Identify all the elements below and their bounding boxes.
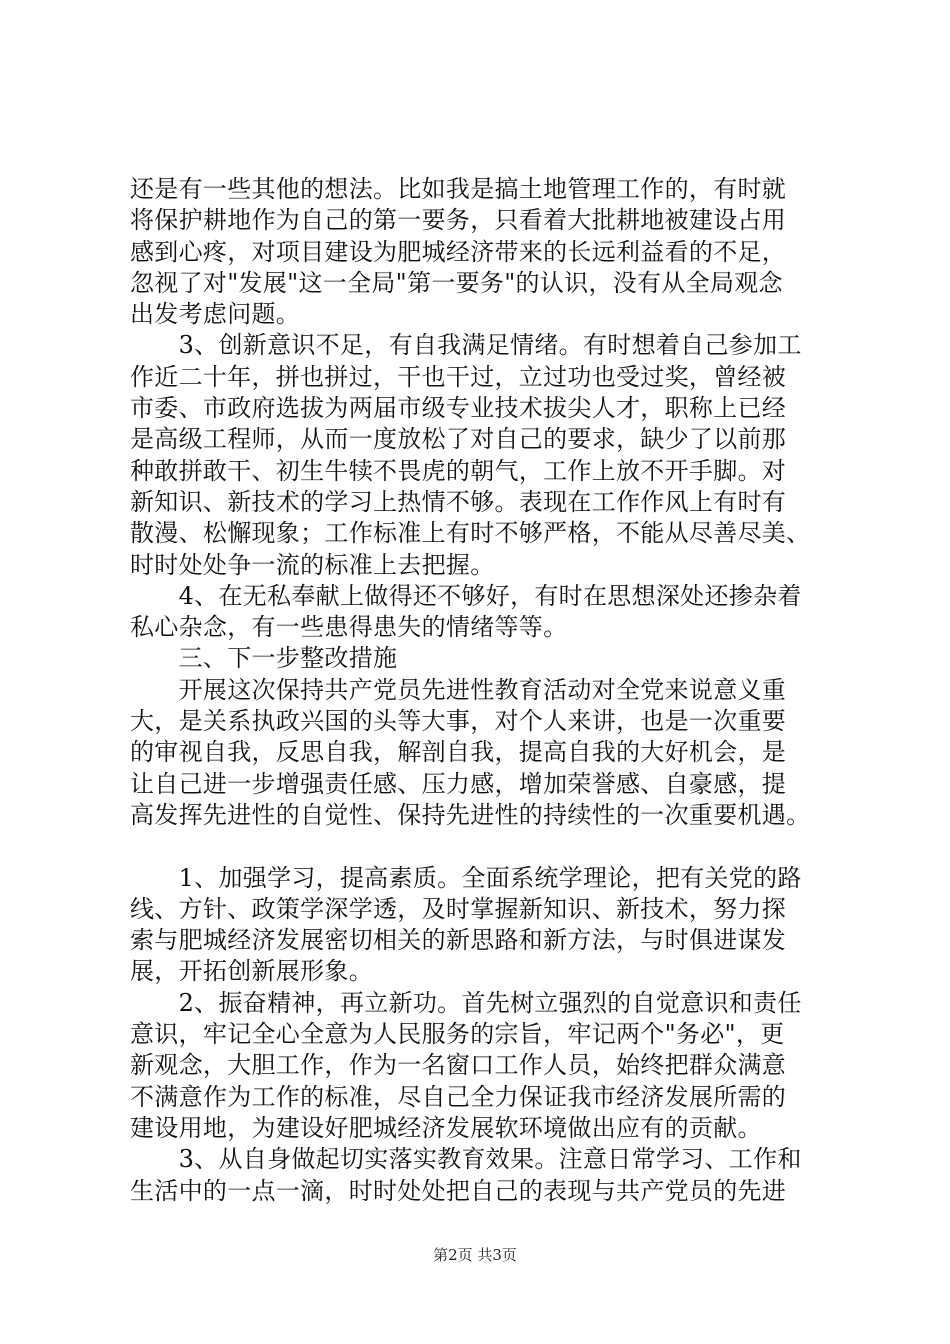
text-line: 不满意作为工作的标准，尽自己全力保证我市经济发展所需的 <box>130 1082 787 1111</box>
text-line: 新知识、新技术的学习上热情不够。表现在工作作风上有时有 <box>130 487 787 516</box>
text-line: 4、在无私奉献上做得还不够好，有时在思想深处还掺杂着 <box>130 581 802 610</box>
text-line: 市委、市政府选拔为两届市级专业技术拔尖人才，职称上已经 <box>130 394 787 423</box>
text-line: 3、创新意识不足，有自我满足情绪。有时想着自己参加工 <box>130 331 802 360</box>
text-line: 散漫、松懈现象；工作标准上有时不够严格，不能从尽善尽美、 <box>130 519 811 548</box>
text-line: 2、振奋精神，再立新功。首先树立强烈的自觉意识和责任 <box>130 988 802 1017</box>
text-line: 时时处处争一流的标准上去把握。 <box>130 550 495 579</box>
text-line: 高发挥先进性的自觉性、保持先进性的持续性的一次重要机遇。 <box>130 800 811 829</box>
text-line: 索与肥城经济发展密切相关的新思路和新方法，与时俱进谋发 <box>130 926 787 955</box>
text-line: 大，是关系执政兴国的头等大事，对个人来讲，也是一次重要 <box>130 707 787 736</box>
text-line: 展，开拓创新展形象。 <box>130 957 373 986</box>
text-line: 种敢拼敢干、初生牛犊不畏虎的朝气，工作上放不开手脚。对 <box>130 456 787 485</box>
text-line: 意识，牢记全心全意为人民服务的宗旨，牢记两个"务必"，更 <box>130 1020 785 1049</box>
text-line: 私心杂念，有一些患得患失的情绪等等。 <box>130 613 568 642</box>
section-heading: 三、下一步整改措施 <box>130 644 398 673</box>
text-line: 新观念，大胆工作，作为一名窗口工作人员，始终把群众满意 <box>130 1051 787 1080</box>
text-line: 还是有一些其他的想法。比如我是搞土地管理工作的，有时就 <box>130 175 787 203</box>
text-line: 建设用地，为建设好肥城经济发展软环境做出应有的贡献。 <box>130 1113 762 1142</box>
text-line: 将保护耕地作为自己的第一要务，只看着大批耕地被建设占用 <box>130 206 787 235</box>
blank-line <box>130 831 830 862</box>
page-number-label: 第2页 共3页 <box>433 1246 517 1264</box>
text-line: 开展这次保持共产党员先进性教育活动对全党来说意义重 <box>130 675 787 704</box>
text-line: 作近二十年，拼也拼过，干也干过，立过功也受过奖，曾经被 <box>130 362 787 391</box>
text-line: 1、加强学习，提高素质。全面系统学理论，把有关党的路 <box>130 863 802 892</box>
text-line: 的审视自我，反思自我，解剖自我，提高自我的大好机会，是 <box>130 738 787 767</box>
document-body <box>130 174 830 1207</box>
page-footer <box>0 1244 950 1265</box>
text-line: 忽视了对"发展"这一全局"第一要务"的认识，没有从全局观念 <box>130 268 783 297</box>
text-line: 出发考虑问题。 <box>130 300 301 329</box>
text-line: 是高级工程师，从而一度放松了对自己的要求，缺少了以前那 <box>130 425 787 454</box>
text-line: 让自己进一步增强责任感、压力感，增加荣誉感、自豪感，提 <box>130 769 787 798</box>
text-line: 感到心疼，对项目建设为肥城经济带来的长远利益看的不足， <box>130 237 787 266</box>
text-line: 3、从自身做起切实落实教育效果。注意日常学习、工作和 <box>130 1145 802 1174</box>
text-line: 生活中的一点一滴，时时处处把自己的表现与共产党员的先进 <box>130 1176 787 1205</box>
text-line: 线、方针、政策学深学透，及时掌握新知识、新技术，努力探 <box>130 894 787 923</box>
